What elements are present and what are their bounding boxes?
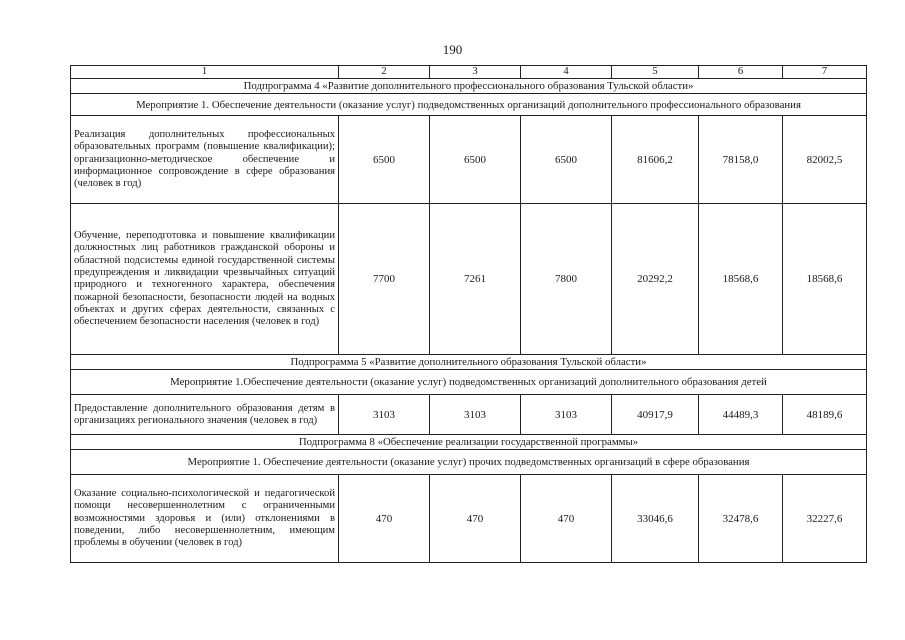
row-value: 3103 xyxy=(339,395,430,435)
row-description: Предоставление дополнительного образования детям в организациях регионального значения (человек в год) xyxy=(71,395,339,435)
measure-title: Мероприятие 1. Обеспечение деятельности (оказание услуг) подведомственных организаций дополнительного профессионального образования xyxy=(71,94,867,116)
row-description: Реализация дополнительных профессиональных образовательных программ (повышение квалификации); организационно-методическое обеспечение и информационное сопровождение в сфере образования (человек в год) xyxy=(71,116,339,204)
measure-title: Мероприятие 1.Обеспечение деятельности (оказание услуг) подведомственных организаций дополнительного образования детей xyxy=(71,370,867,395)
row-value: 33046,6 xyxy=(612,475,699,563)
column-header: 3 xyxy=(430,66,521,79)
row-value: 470 xyxy=(339,475,430,563)
row-value: 7800 xyxy=(521,204,612,355)
subprogram-title: Подпрограмма 8 «Обеспечение реализации государственной программы» xyxy=(71,435,867,450)
column-header: 2 xyxy=(339,66,430,79)
row-description: Оказание социально-психологической и педагогической помощи несовершеннолетним с ограниченными возможностями здоровья и (или) отклонениями в поведении, либо несовершеннолетним, имеющим проблемы в обучении (человек в год) xyxy=(71,475,339,563)
table-row xyxy=(71,204,867,355)
row-value: 18568,6 xyxy=(699,204,783,355)
measure-row xyxy=(71,370,867,395)
row-value: 3103 xyxy=(521,395,612,435)
row-value: 48189,6 xyxy=(783,395,867,435)
row-value: 82002,5 xyxy=(783,116,867,204)
subprogram-row xyxy=(71,79,867,94)
table-row xyxy=(71,116,867,204)
table-row xyxy=(71,395,867,435)
column-numbers-row xyxy=(71,66,867,79)
row-value: 44489,3 xyxy=(699,395,783,435)
row-value: 18568,6 xyxy=(783,204,867,355)
subprogram-row xyxy=(71,355,867,370)
table-row xyxy=(71,475,867,563)
row-value: 470 xyxy=(521,475,612,563)
measure-title: Мероприятие 1. Обеспечение деятельности (оказание услуг) прочих подведомственных организаций в сфере образования xyxy=(71,450,867,475)
page-number: 190 xyxy=(442,42,463,57)
measure-row xyxy=(71,450,867,475)
column-header: 4 xyxy=(521,66,612,79)
row-value: 20292,2 xyxy=(612,204,699,355)
row-value: 6500 xyxy=(521,116,612,204)
row-value: 78158,0 xyxy=(699,116,783,204)
row-value: 40917,9 xyxy=(612,395,699,435)
row-value: 81606,2 xyxy=(612,116,699,204)
row-value: 470 xyxy=(430,475,521,563)
row-value: 3103 xyxy=(430,395,521,435)
row-value: 7700 xyxy=(339,204,430,355)
subprogram-title: Подпрограмма 4 «Развитие дополнительного профессионального образования Тульской области» xyxy=(71,79,867,94)
row-value: 6500 xyxy=(430,116,521,204)
column-header: 6 xyxy=(699,66,783,79)
column-header: 1 xyxy=(71,66,339,79)
column-header: 7 xyxy=(783,66,867,79)
subprogram-row xyxy=(71,435,867,450)
subprogram-title: Подпрограмма 5 «Развитие дополнительного образования Тульской области» xyxy=(71,355,867,370)
row-description: Обучение, переподготовка и повышение квалификации должностных лиц работников гражданской обороны и областной подсистемы единой государственной системы предупреждения и ликвидации чрезвычайных ситуаций природного и техногенного характера, обеспечения пожарной безопасности, безопасности людей на водных объектах и других сферах деятельности, связанных с обеспечением безопасности населения (человек в год) xyxy=(71,204,339,355)
row-value: 32227,6 xyxy=(783,475,867,563)
row-value: 7261 xyxy=(430,204,521,355)
row-value: 32478,6 xyxy=(699,475,783,563)
indicators-table xyxy=(70,65,867,563)
measure-row xyxy=(71,94,867,116)
column-header: 5 xyxy=(612,66,699,79)
row-value: 6500 xyxy=(339,116,430,204)
